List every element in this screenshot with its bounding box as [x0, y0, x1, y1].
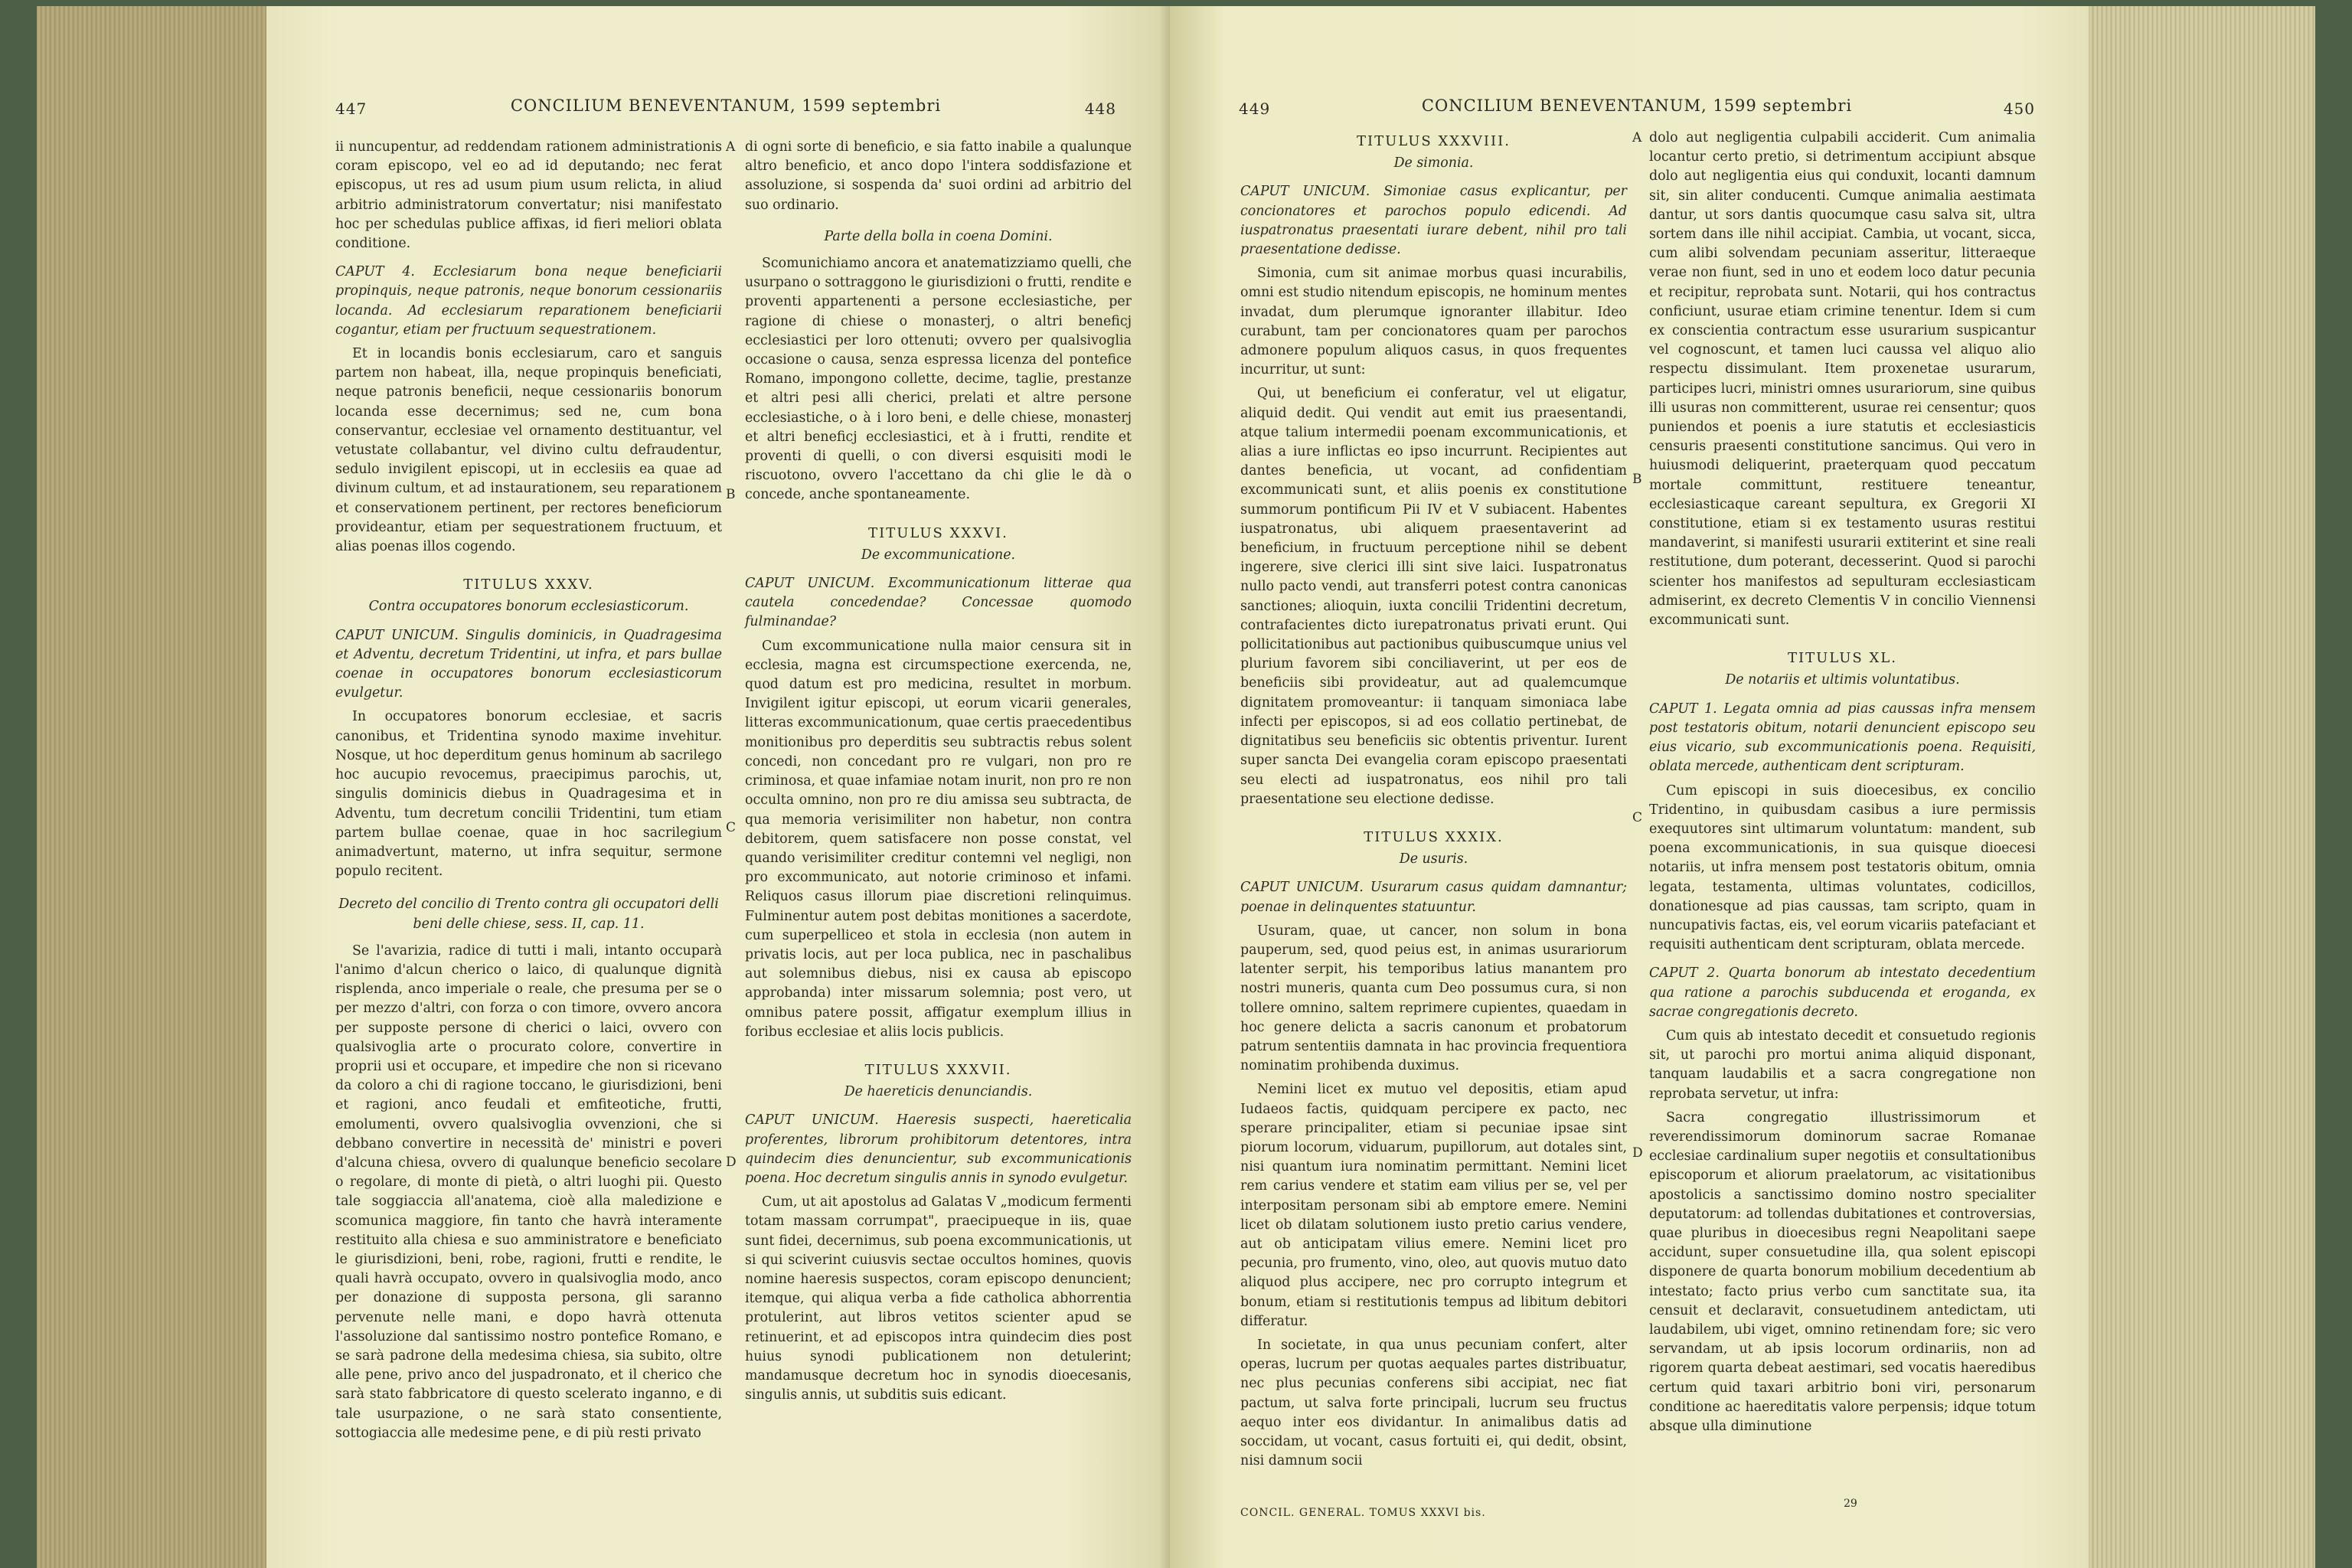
titulus-heading: TITULUS XXXVIII. — [1357, 133, 1511, 149]
margin-letter: D — [726, 1155, 737, 1170]
margin-letter: A — [1632, 130, 1642, 145]
paragraph: dolo aut negligentia culpabili acciderit. Cum animalia locantur certo pretio, si detrimentum accipiunt absque dolo aut negligentia eius qui conduxit, locanti damnum sit, sin aliter conducenti. Cumque animalia aestimata dantur, ut sors dantis quocumque casu salva sit, ultra sortem dans ille nihil accipiat. Cambia, ut vocant, sicca, cum alibi solvendam pecuniam asseritur, litteraeque verae non fiunt, sed in uno et eodem loco datur pecunia et recipitur, reprobata sunt. Notarii, qui hos contractus conficiunt, usurae etiam crimine tenentur. Idem si cum ex conscientia contractum esse usurarium suspicantur vel cognoscunt, et tamen luci caussa vel aliquo alio respectu dissimulant. Item proxenetae usurarum, participes lucri, ministri omnes usurariorum, sine quibus illi usuras non committerent, usurae rei censentur; quos puniendos et poenis a iure statutis et ecclesiasticis censuris praesenti constitutione sancimus. Qui vero in huiusmodi deliquerint, praeterquam quod peccatum mortale committunt, restituere teneantur, ecclesiasticaque careant sepultura, ex Gregorii XI constitutione, etiam si ex testamento usuras restitui mandaverint, si manifesti usurarii extiterint et sine reali restitutione, dum poterant, decesserint. Quod si parochi scienter hos manifestos ad sepulturam ecclesiasticam admiserint, ex decreto Clementis V in concilio Viennensi excommunicati sunt. — [1649, 130, 2036, 629]
margin-letter: B — [1632, 472, 1642, 487]
page-edges-right — [2089, 6, 2315, 1568]
text-column-1 — [335, 138, 722, 1448]
titulus-heading: TITULUS XXXVII. — [864, 1061, 1012, 1078]
caput-heading: CAPUT UNICUM. Haeresis suspecti, haereticalia proferentes, librorum prohibitorum detentores, intra quindecim dies denuncientur, sub excommunicationis poena. Hoc decretum singulis annis in synodo evulgetur. — [745, 1112, 1132, 1186]
caput-heading: CAPUT 4. Ecclesiarum bona neque beneficiarii propinquis, neque patronis, neque bonorum cessionariis locanda. Ad ecclesiarum reparationem beneficiarii cogantur, etiam per fructuum sequestrationem. — [335, 264, 722, 338]
titulus-heading: TITULUS XXXVI. — [868, 524, 1008, 541]
paragraph: Se l'avarizia, radice di tutti i mali, intanto occuparà l'animo d'alcun cherico o laico, di qualunque dignità risplenda, anco imperiale o reale, che presuma per se o per mezzo d'altri, con forza o con timore, ovvero ancora per supposte persone di cherici o laici, ovvero con qualsivoglia arte o procurato colore, convertire in proprii usi et occupare, et impedire che non si ricevano da coloro a chi di ragione toccano, le giurisdizioni, beni et ragioni, anco feudali et emfiteotiche, frutti, emolumenti, ovvero qualsivoglia ovvenzioni, che si debbano convertire in necessità de' ministri e poveri d'alcuna chiesa, ovvero di qualunque beneficio secolare o regolare, di monte di pietà, o altri luoghi pii. Questo tale soggiaccia all'anatema, cioè alla maledizione e scomunica maggiore, fin tanto che havrà interamente restituito alla chiesa e suo amministratore e beneficiato le giurisdizioni, beni, robe, ragioni, frutti e rendite, le quali havrà occupato, ovvero in qualsivoglia modo, anco per donazione di supposta persona, gli saranno pervenute nelle mani, e dopo havrà ottenuta l'assoluzione dal santissimo nostro pontefice Romano, e se sarà padrone della medesima chiesa, sia subito, oltre alle pene, privo anco del juspadronato, et il cherico che sarà stato fabbricatore di questo scelerato inganno, e di tale usurpazione, o ne sarà stato consentiente, sottogiaccia alle medesime pene, e di più resti privato — [335, 942, 722, 1441]
titulus-subtitle: De simonia. — [1393, 155, 1474, 172]
margin-letter: B — [726, 487, 736, 502]
paragraph: Cum excommunicatione nulla maior censura sit in ecclesia, magna est circumspectione exercenda, ne, quod datum est pro medicina, resultet in morbum. Invigilent igitur episcopi, ut eorum vicarii generales, litteras excommunicationum, quae certis praecedentibus monitionibus pro deperditis seu subtractis rebus solent concedi, non concedant pro re vulgari, non pro re criminosa, et quae infamiae notam inurit, non pro re non occulta omnino, non pro re diu amissa seu subtracta, de qua memoria verisimiliter non habetur, non contra debitorem, quem satisfacere non posse constat, vel quando verisimiliter creditur contemni vel negligi, non pro excommunicato, aut notorie criminoso et infami. Reliquos casus illorum piae discretioni relinquimus. Fulminentur autem post debitas monitiones a sacerdote, cum superpelliceo et stola in ecclesia (non autem in privatis locis, aut per loca publica, nec in paschalibus aut solemnibus diebus, nisi ex causa ab episcopo approbanda) inter missarum solemnia; post vero, ut omnibus patere possit, affigatur exemplum illius in foribus ecclesiae et aliis locis publicis. — [745, 638, 1132, 1040]
section-subtitle: Decreto del concilio di Trento contra gli occupatori delli beni delle chiese, sess. II, cap. 11. — [338, 897, 719, 932]
margin-letter: C — [1632, 810, 1643, 825]
section-subtitle: Parte della bolla in coena Domini. — [824, 228, 1053, 244]
caput-heading: CAPUT 2. Quarta bonorum ab intestato decedentium qua ratione a parochis subducenda et eroganda, ex sacrae congregationis decreto. — [1649, 965, 2036, 1020]
paragraph: Scomunichiamo ancora et anatematizziamo quelli, che usurpano o sottraggono le giurisdizioni o frutti, rendite e proventi appartenenti a persone ecclesiastiche, per ragione di chiese o monasterj, o altri beneficj ecclesiastici per loro ottenuti; ovvero per qualsivoglia occasione o causa, senza espressa licenza del pontefice Romano, impongono collette, decime, taglie, prestanze et altri pesi alli cherici, prelati et altre persone ecclesiastiche, o à i loro beni, e delle chiese, monasterj et altri beneficj ecclesiastici, et à i frutti, rendite et proventi di quelli, o con diversi esquisiti modi le riscuotono, ovvero l'accettano da chi glie le dà o concede, anche spontaneamente. — [745, 256, 1132, 503]
margin-letter: A — [726, 139, 736, 155]
titulus-subtitle: De usuris. — [1399, 851, 1468, 867]
titulus-subtitle: De haereticis denunciandis. — [844, 1084, 1033, 1100]
paragraph: Usuram, quae, ut cancer, non solum in bona pauperum, sed, quod peius est, in animas usurariorum latenter serpit, his temporibus latius manantem pro nostri muneris, quanta cum Deo possumus cura, si non tollere omnino, saltem reprimere cupientes, quaedam in hoc genere delicta a sacris canonum et probatorum patrum sententiis damnata in hac provincia frequentiora nominatim prohibenda duximus. — [1240, 923, 1627, 1074]
titulus-heading: TITULUS XXXIX. — [1364, 828, 1504, 845]
text-column-2 — [1649, 129, 2036, 1441]
right-page — [1170, 6, 2089, 1568]
header-title: CONCILIUM BENEVENTANUM, 1599 septembri — [1421, 96, 1853, 115]
paragraph: Cum quis ab intestato decedit et consuetudo regionis sit, ut parochi pro mortui anima aliquid disponant, tanquam laudabilis et a sacra congregatione non reprobata servetur, ut infra: — [1649, 1027, 2036, 1102]
text-column-2 — [745, 138, 1132, 1410]
paragraph: ii nuncupentur, ad reddendam rationem administrationis coram episcopo, vel eo ad id deputando; nec ferat episcopus, ut res ad usum pium usum relicta, in aliud arbitrio administratorum convertatur; nisi manifestato hoc per schedulas publice affixas, id fieri meliori oblata conditione. — [335, 139, 722, 252]
header-title: CONCILIUM BENEVENTANUM, 1599 septembri — [510, 96, 942, 115]
margin-letter: D — [1632, 1145, 1643, 1161]
titulus-subtitle: De excommunicatione. — [861, 547, 1016, 563]
paragraph: In occupatores bonorum ecclesiae, et sacris canonibus, et Tridentina synodo maxime invehitur. Nosque, ut hoc deperditum genus hominum ab sacrilego hoc aucupio revocemus, praecipimus parochis, ut, singulis dominicis diebus in Quadragesima et in Adventu, tum decretum concilii Tridentini, tum etiam partem bullae coenae, quae in hoc sacrilegium animadvertunt, materno, ut infra sequitur, sermone populo recitent. — [335, 709, 722, 880]
page-number: 449 — [1239, 100, 1271, 118]
caput-heading: CAPUT UNICUM. Excommunicationum litterae qua cautela concedendae? Concessae quomodo fulminandae? — [745, 576, 1132, 630]
titulus-heading: TITULUS XL. — [1788, 650, 1897, 667]
caput-heading: CAPUT UNICUM. Usurarum casus quidam damnantur; poenae in delinquentes statuuntur. — [1240, 880, 1627, 915]
paragraph: di ogni sorte di beneficio, e sia fatto inabile a qualunque altro beneficio, et anco dopo l'intera soddisfazione et assoluzione, si sospenda da' suoi ordini ad arbitrio del suo ordinario. — [745, 139, 1132, 213]
paragraph: Nemini licet ex mutuo vel depositis, etiam apud Iudaeos factis, quidquam percipere ex pacto, nec sperare principaliter, etiam si pecuniae ipsae sint piorum locorum, viduarum, pupillorum, aut dotales sint, nisi quantum iura nominatim permittant. Nemini licet rem carius vendere et statim eam vilius per se, vel per interpositam personam sibi ab emptore emere. Nemini licet ob dilatam solutionem iusto pretio carius vendere, aut ob anticipatam vilius emere. Nemini licet pro pecunia, pro frumento, vino, oleo, aut quovis mutuo dato aliquod plus accipere, nec pro corrupto integrum et bonum, etiam si restitutionis tempus ad libitum debitori differatur. — [1240, 1082, 1627, 1329]
running-header — [1239, 96, 2035, 127]
paragraph: Qui, ut beneficium ei conferatur, vel ut eligatur, aliquid dedit. Qui vendit aut emit ius praesentandi, atque talium intermedii poenam excommunicationis, et alias a iure inflictas eo ipso incurrunt. Recipientes aut dantes beneficia, ut vocant, ad confidentiam excommunicati sunt, et aliis poenis ex constitutione summorum pontificum Pii IV et V subiacent. Habentes iuspatronatus, ubi aliquem praesentaverint ad beneficium, in fructuum perceptione nihil se debent ingerere, sive clerici illi sint sive laici. Iuspatronatus nullo pacto vendi, aut transferri potest contra canonicas sanctiones; alioquin, iuxta concilii Tridentini decretum, contrafacientes dicto iurepatronatus privati erunt. Qui pollicitationibus aut pactionibus quibuscumque unius vel plurium favorem sibi conciliaverint, ut per eos de beneficiis sibi provideatur, aut ad qualemcumque dignitatem promoveantur: ii tanquam simoniaca labe infecti per episcopos, si ad eos collatio pertinebat, de dignitatibus seu beneficiis sic obtentis priventur. Iurent super sancta Dei evangelia coram episcopo praesentati seu electi ad iuspatronatus, eos nihil pro tali praesentatione seu electione dedisse. — [1240, 386, 1627, 807]
titulus-subtitle: De notariis et ultimis voluntatibus. — [1725, 672, 1960, 688]
caput-heading: CAPUT UNICUM. Simoniae casus explicantur, per concionatores et parochos populo edicendi. Ad iuspatronatus praesentati iurare debent, nihil pro tali praesentatione dedisse. — [1240, 184, 1627, 258]
page-number: 448 — [1084, 100, 1116, 118]
book-spread — [37, 6, 2315, 1568]
caput-heading: CAPUT 1. Legata omnia ad pias caussas infra mensem post testatoris obitum, notarii denuncient episcopo seu eius vicario, sub excommunicationis poena. Requisiti, oblata mercede, authenticam dent scripturam. — [1649, 701, 2036, 775]
titulus-subtitle: Contra occupatores bonorum ecclesiasticorum. — [368, 599, 689, 615]
paragraph: Et in locandis bonis ecclesiarum, caro et sanguis partem non habeat, illa, neque propinquis beneficiati, neque patronis beneficii, neque cessionariis bonorum locanda esse decernimus; sed ne, cum bona conservantur, ecclesiae vel ornamento destituantur, vel vetustate collabantur, vel divino cultu defraudentur, sedulo invigilent episcopi, ut in ecclesiis ea quae ad divinum cultum, et ad instaurationem, seu reparationem et conservationem pertinent, per rectores beneficiorum provideantur, etiam per sequestrationem fructuum, et alias poenas illos cogendo. — [335, 346, 722, 555]
titulus-heading: TITULUS XXXV. — [463, 577, 594, 593]
page-number: 450 — [2003, 100, 2035, 118]
margin-letter: C — [726, 820, 737, 835]
paragraph: Sacra congregatio illustrissimorum et reverendissimorum dominorum sacrae Romanae ecclesiae cardinalium super negotiis et consultationibus episcoporum et aliorum praelatorum, ac visitationibus apostolicis a sanctissimo domino nostro specialiter deputatorum: ad tollendas dubitationes et controversias, quae pluribus in dioecesibus regni Neapolitani saepe accidunt, super consuetudine illa, qua solent episcopi disponere de quarta bonorum mobilium decedentium ab intestato; facto prius verbo cum sanctitate sua, ita censuit et declaravit, consuetudinem antedictam, uti laudabilem, ubi viget, omnino retinendam fore; sic vero servandam, ut ab ipsis locorum ordinariis, non ad rigorem quarta debeat aestimari, sed vocatis haeredibus certum quid taxari arbitrio boni viri, personarum conditione ac haereditatis valore perpensis; idque totum absque ulla diminutione — [1649, 1109, 2036, 1434]
paragraph: Cum episcopi in suis dioecesibus, ex concilio Tridentino, in quibusdam casibus a iure permissis exequutores sint ultimarum voluntatum: mandent, sub poena excommunicationis, in sua quisque dioecesi notariis, ut infra mensem post testatoris obitum, omnia legata, testamenta, ultimas voluntates, codicillos, donationesque ad pias caussas, tam scripto, quam in nuncupativis factas, eis, vel eorum vicariis patefaciant et requisiti authenticam dent scripturam, oblata mercede. — [1649, 782, 2036, 953]
text-column-1 — [1240, 129, 1627, 1475]
signature-number: 29 — [1844, 1498, 1857, 1510]
caput-heading: CAPUT UNICUM. Singulis dominicis, in Quadragesima et Adventu, decretum Tridentini, ut infra, et pars bullae coenae in occupatores bonorum ecclesiasticorum evulgetur. — [335, 627, 722, 701]
paragraph: Cum, ut ait apostolus ad Galatas V „modicum fermenti totam massam corrumpat", praecipueque in iis, quae sunt fidei, decernimus, sub poena excommunicationis, ut si qui sciverint cuiusvis sectae occultos homines, quovis nomine haeresis suspectos, coram episcopo denuncient; itemque, qui aliqua verba a fide catholica abhorrentia protulerint, aut libros vetitos scienter apud se retinuerint, et ad episcopos intra quindecim dies post huius synodi publicationem non detulerint; mandamusque decretum hoc in synodis dioecesanis, singulis annis, ut subditis suis edicant. — [745, 1194, 1132, 1403]
page-number: 447 — [335, 100, 368, 118]
footer-signature: CONCIL. GENERAL. TOMUS XXXVI bis. — [1240, 1507, 1486, 1519]
running-header — [335, 96, 1116, 127]
paragraph: In societate, in qua unus pecuniam confert, alter operas, lucrum per quotas aequales partes distribuatur, nec plus pecunias conferens sibi accipiat, nec fiat pactum, ut salva forte principali, lucrum seu fructus aequo inter eos dividantur. In animalibus datis ad soccidam, ut vocant, casus fortuiti ei, qui dedit, obsint, nisi damnum socii — [1240, 1337, 1627, 1469]
page-edges-left — [37, 6, 266, 1568]
paragraph: Simonia, cum sit animae morbus quasi incurabilis, omni est studio nitendum episcopis, ne hominum mentes invadat, dum plerumque ignoranter illabitur. Ideo curabunt, tam per concionatores quam per parochos admonere populum aliquos casus, in quos frequentes incurritur, ut sunt: — [1240, 266, 1627, 378]
left-page — [266, 6, 1170, 1568]
